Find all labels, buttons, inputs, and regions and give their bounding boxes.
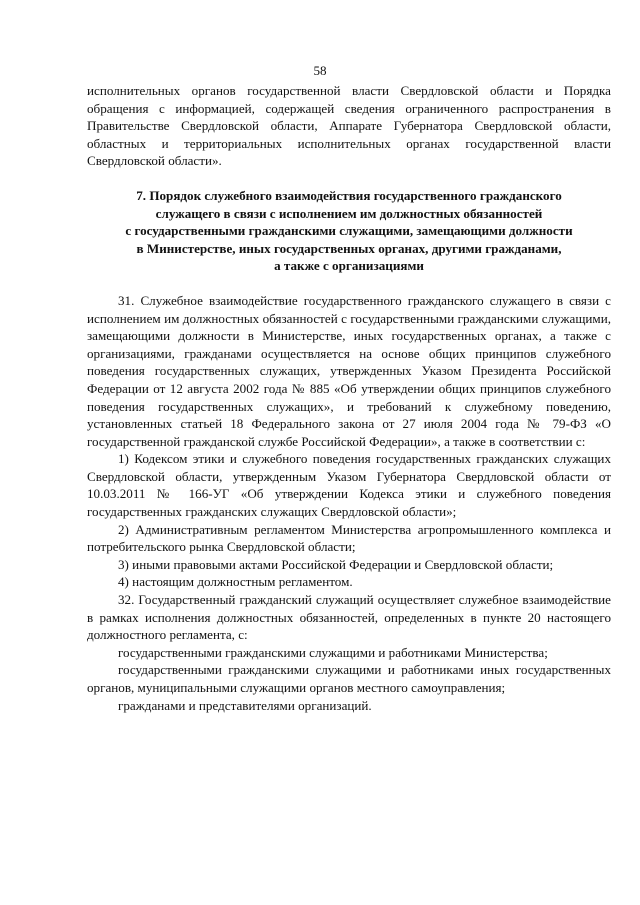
section-heading-line: служащего в связи с исполнением им должностных обязанностей bbox=[155, 205, 543, 221]
section-heading-line: а также с организациями bbox=[274, 258, 424, 274]
interaction-item-2: государственными гражданскими служащими и работниками иных государственных органов, муниципальными служащими органов местного самоуправления; bbox=[87, 662, 611, 695]
list-item-3: 3) иными правовыми актами Российской Федерации и Свердловской области; bbox=[118, 556, 554, 572]
list-item-2: 2) Административным регламентом Министерства агропромышленного комплекса и потребительского рынка Свердловской области; bbox=[87, 521, 611, 555]
interaction-item-1: государственными гражданскими служащими и работниками Министерства; bbox=[118, 644, 548, 660]
section-heading-line: в Министерстве, иных государственных органах, другими гражданами, bbox=[136, 240, 562, 256]
interaction-item-3: гражданами и представителями организаций. bbox=[118, 697, 372, 713]
page-number: 58 bbox=[313, 63, 327, 78]
paragraph-31: 31. Служебное взаимодействие государственного гражданского служащего в связи с исполнением им должностных обязанностей с государственными гражданскими служащими, замещающими должности в Министерстве, иных государственных органах, а также с организациями, гражданами осуществляется на основе общих принципов служебного поведения государственных служащих, утвержденных Указом Президента Российской Федерации от 12 августа 2002 года № 885 «Об утверждении общих принципов служебного поведения государственных служащих», и требований к служебному поведению, установленных статьей 18 Федерального закона от 27 июля 2004 года № 79-ФЗ «О государственной гражданской службе Российской Федерации», а также в соответствии с: bbox=[87, 292, 611, 449]
list-item-4: 4) настоящим должностным регламентом. bbox=[118, 574, 353, 590]
document-page bbox=[87, 62, 611, 714]
section-heading-line: 7. Порядок служебного взаимодействия государственного гражданского bbox=[136, 187, 562, 203]
section-heading-line: с государственными гражданскими служащими, замещающими должности bbox=[125, 223, 573, 239]
section-heading bbox=[87, 187, 611, 275]
paragraph-continuation: исполнительных органов государственной власти Свердловской области и Порядка обращения с информацией, содержащей сведения ограниченного распространения в Правительстве Свердловской области, Аппарате Губернатора Свердловской области, областных и территориальных исполнительных органах государственной власти Свердловской области». bbox=[87, 83, 611, 169]
paragraph-32: 32. Государственный гражданский служащий осуществляет служебное взаимодействие в рамках исполнения должностных обязанностей, определенных в пункте 20 настоящего должностного регламента, с: bbox=[87, 592, 611, 643]
list-item-1: 1) Кодексом этики и служебного поведения государственных гражданских служащих Свердловской области, утвержденным Указом Губернатора Свердловской области от 10.03.2011 № 166-УГ «Об утверждении Кодекса этики и служебного поведения государственных гражданских служащих Свердловской области»; bbox=[87, 451, 611, 520]
